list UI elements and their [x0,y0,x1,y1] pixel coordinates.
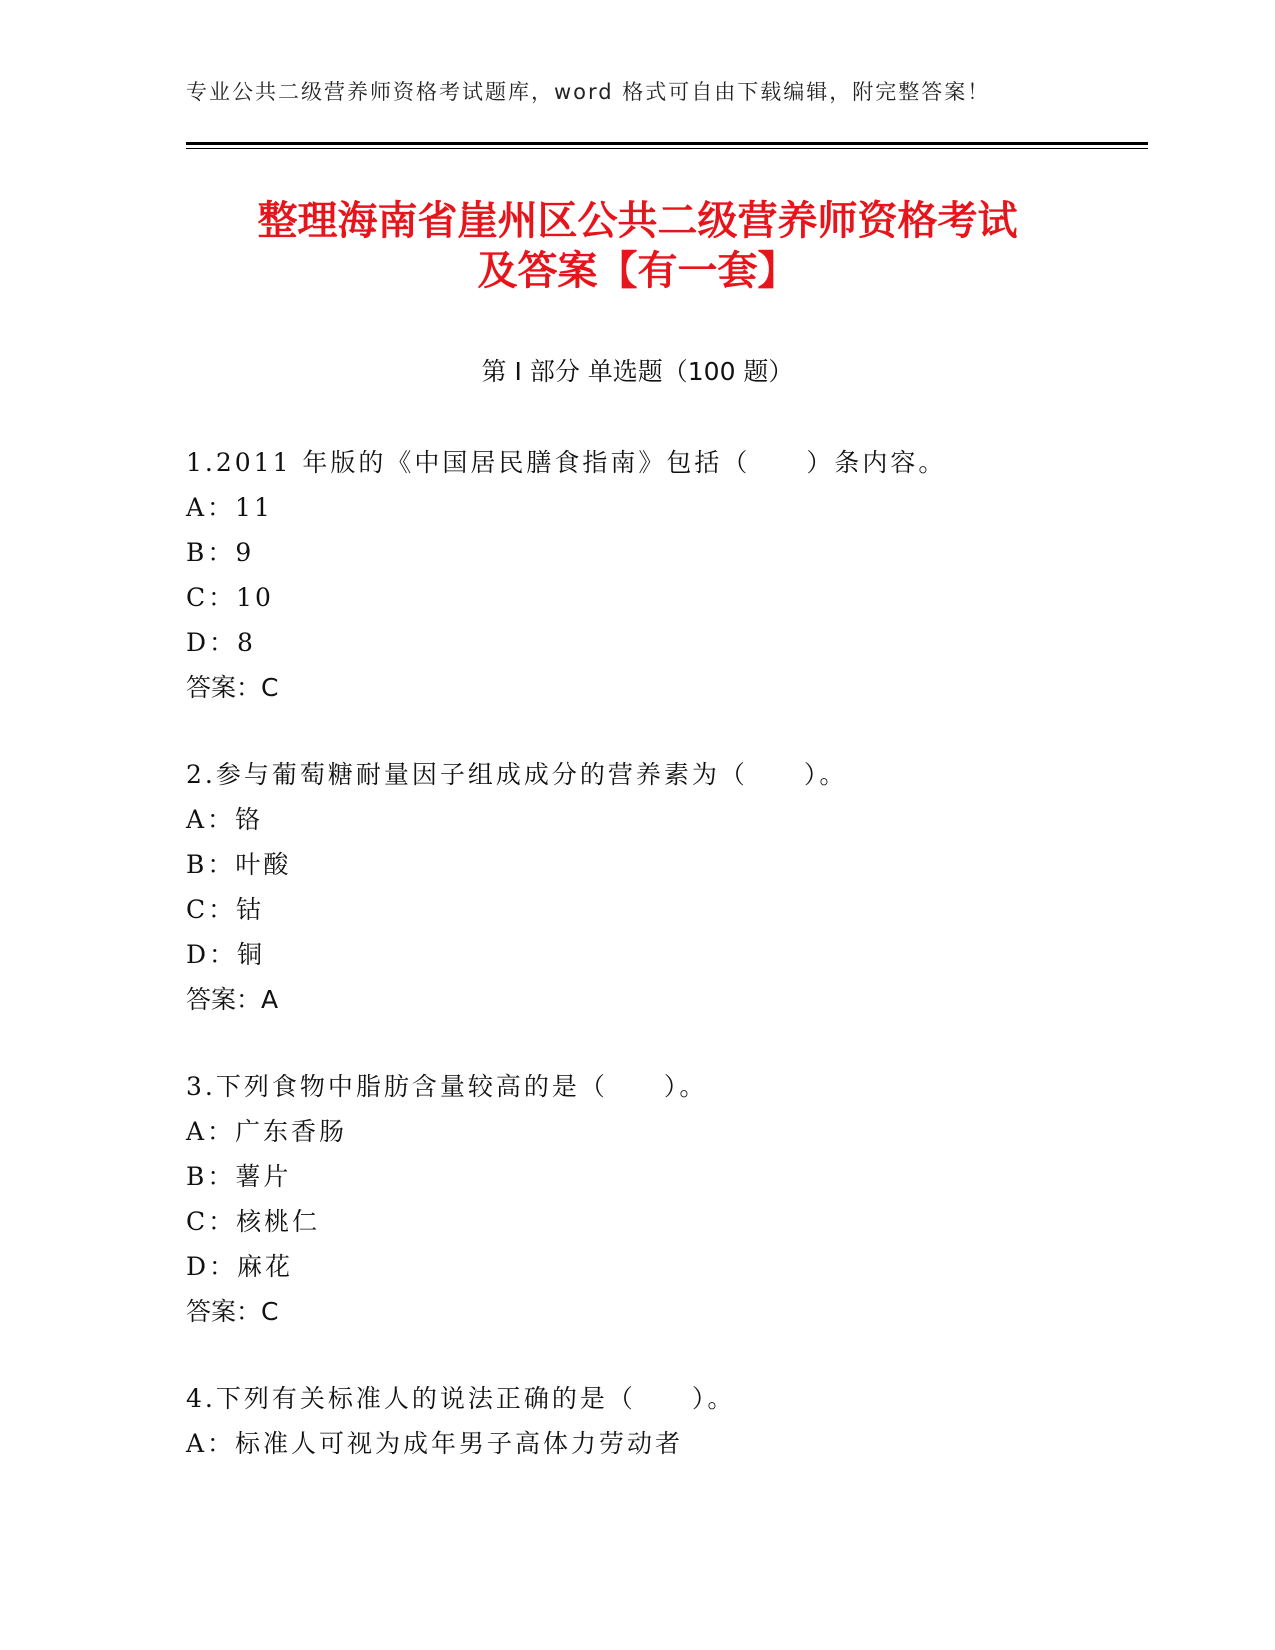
document-title-line-2: 及答案【有一套】 [477,248,798,294]
option-b: B：叶酸 [186,850,292,879]
option-a: A：广东香肠 [186,1117,348,1146]
option-c: C：钴 [186,895,265,924]
option-b: B：9 [186,538,255,567]
header-rule-thick [186,142,1148,145]
answer: 答案：C [186,673,279,702]
section-title: 第 I 部分 单选题（100 题） [481,357,794,386]
option-d: D：铜 [186,940,266,969]
question-2 [186,752,1146,1022]
document-title-line-1: 整理海南省崖州区公共二级营养师资格考试 [257,198,1018,244]
option-a: A：铬 [186,805,264,834]
question-stem: 4.下列有关标准人的说法正确的是（ ）。 [186,1384,736,1413]
answer: 答案：C [186,1297,279,1326]
option-c: C：核桃仁 [186,1207,321,1236]
option-a: A：11 [186,493,273,522]
header-note: 专业公共二级营养师资格考试题库，word 格式可自由下载编辑，附完整答案！ [186,80,991,104]
question-3 [186,1064,1146,1334]
option-c: C：10 [186,583,274,612]
question-list [186,440,1146,1508]
question-4 [186,1376,1146,1466]
question-1 [186,440,1146,710]
header-rule-thin [186,148,1148,149]
option-d: D：8 [186,628,256,657]
answer: 答案：A [186,985,279,1014]
option-d: D：麻花 [186,1252,294,1281]
question-stem: 1.2011 年版的《中国居民膳食指南》包括（ ）条内容。 [186,448,947,477]
option-b: B：薯片 [186,1162,292,1191]
question-stem: 3.下列食物中脂肪含量较高的是（ ）。 [186,1072,708,1101]
document-title [150,196,1125,296]
option-a: A：标准人可视为成年男子高体力劳动者 [186,1429,684,1458]
question-stem: 2.参与葡萄糖耐量因子组成成分的营养素为（ ）。 [186,760,848,789]
